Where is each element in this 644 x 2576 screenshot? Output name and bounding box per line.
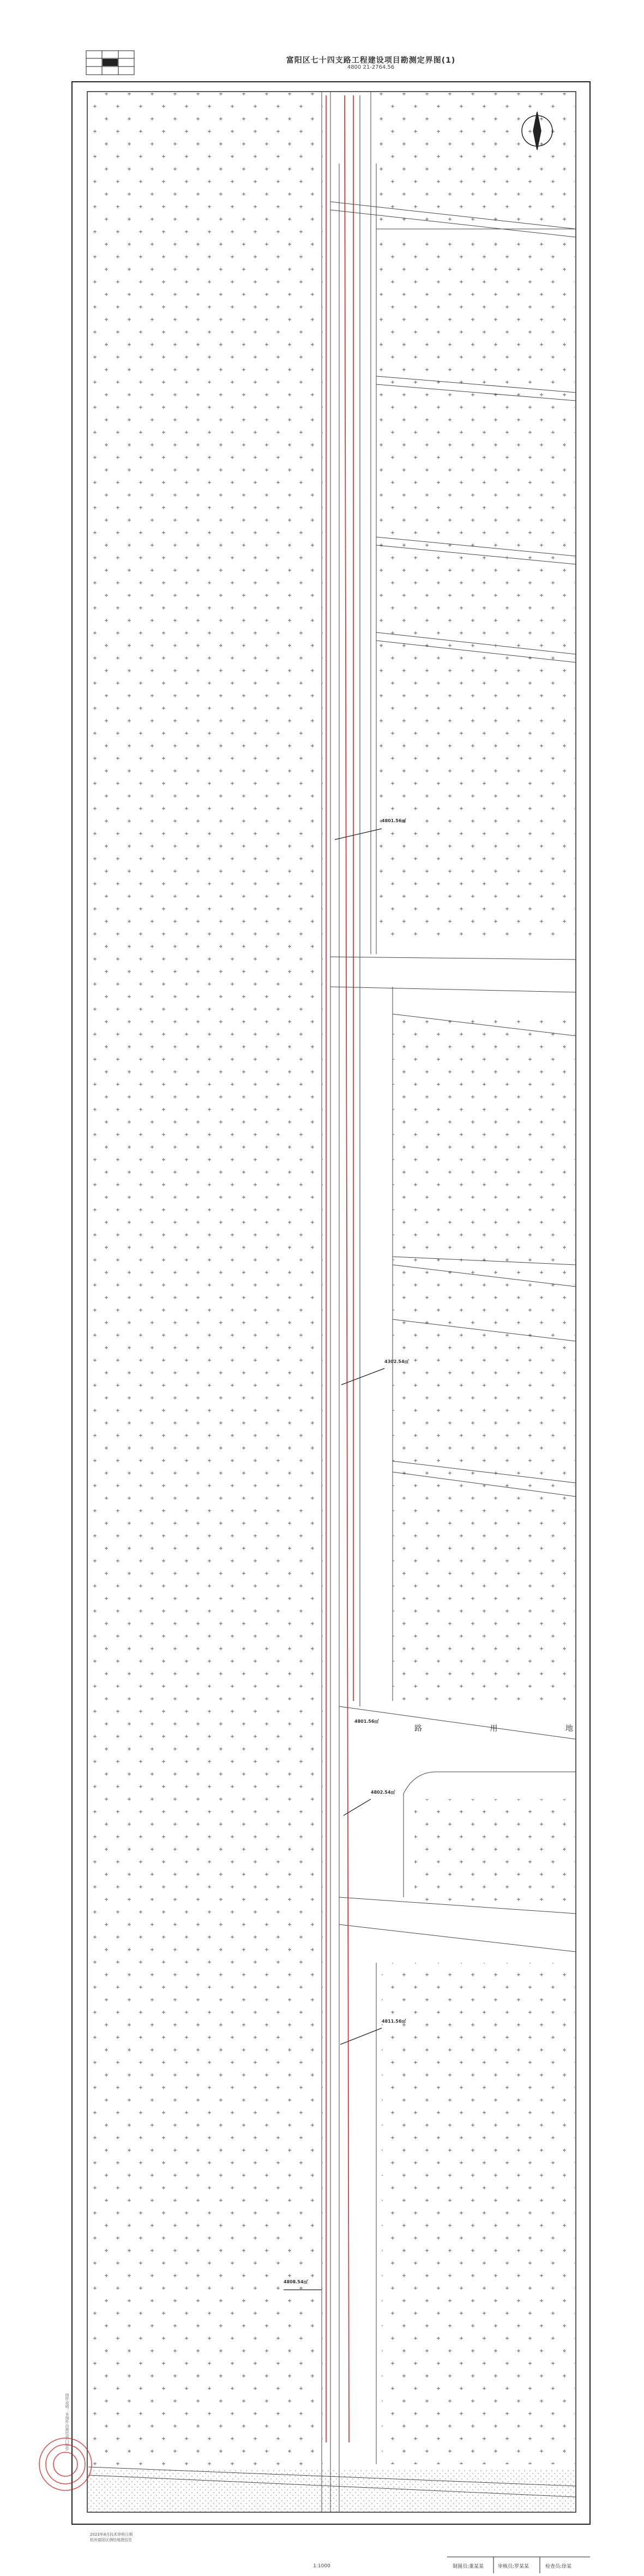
footer-note: [90, 2532, 166, 2543]
footer-cell-drafter: 制图员:董某某: [453, 2564, 484, 2569]
vegetation-east-4: [414, 1799, 575, 1908]
vegetation-east-2: [376, 240, 575, 938]
road-corridor: [322, 92, 379, 2512]
area-label: 4802.54㎡: [371, 1790, 395, 1795]
vegetation-east-5: [382, 1963, 575, 2464]
footer-cell-checker: 检查员:徐某: [545, 2564, 572, 2569]
map-subtitle: 4800 21-2764.56: [347, 64, 395, 70]
vegetation-east-3: [393, 1014, 575, 1701]
area-label: 4302.54㎡: [384, 1359, 409, 1364]
area-label: 4811.56㎡: [382, 2019, 406, 2024]
footer-line-2: 杭州富阳区测绘地理信息: [90, 2538, 132, 2542]
road-label: 路 用 地: [414, 1724, 606, 1733]
footer-line-1: 2023年8月技术审核日期: [90, 2532, 133, 2537]
dotted-band: [88, 2470, 575, 2512]
map-title: 富阳区七十四支路工程建设项目勘测定界图(1): [286, 56, 456, 65]
scale-note: 1:1000: [313, 2563, 330, 2569]
vegetation-west: [88, 93, 323, 2470]
footer-cell-reviewer: 审核员:罗某某: [498, 2564, 529, 2569]
vegetation-east-1: [376, 93, 575, 229]
side-note: 图件说明：本图件由测绘部门制作: [65, 2393, 69, 2451]
area-label: 4801.56㎡: [354, 1719, 379, 1724]
area-label: 4801.56㎡: [382, 818, 406, 823]
area-label: 4808.54㎡: [284, 2279, 308, 2284]
legend-box: [86, 51, 134, 75]
